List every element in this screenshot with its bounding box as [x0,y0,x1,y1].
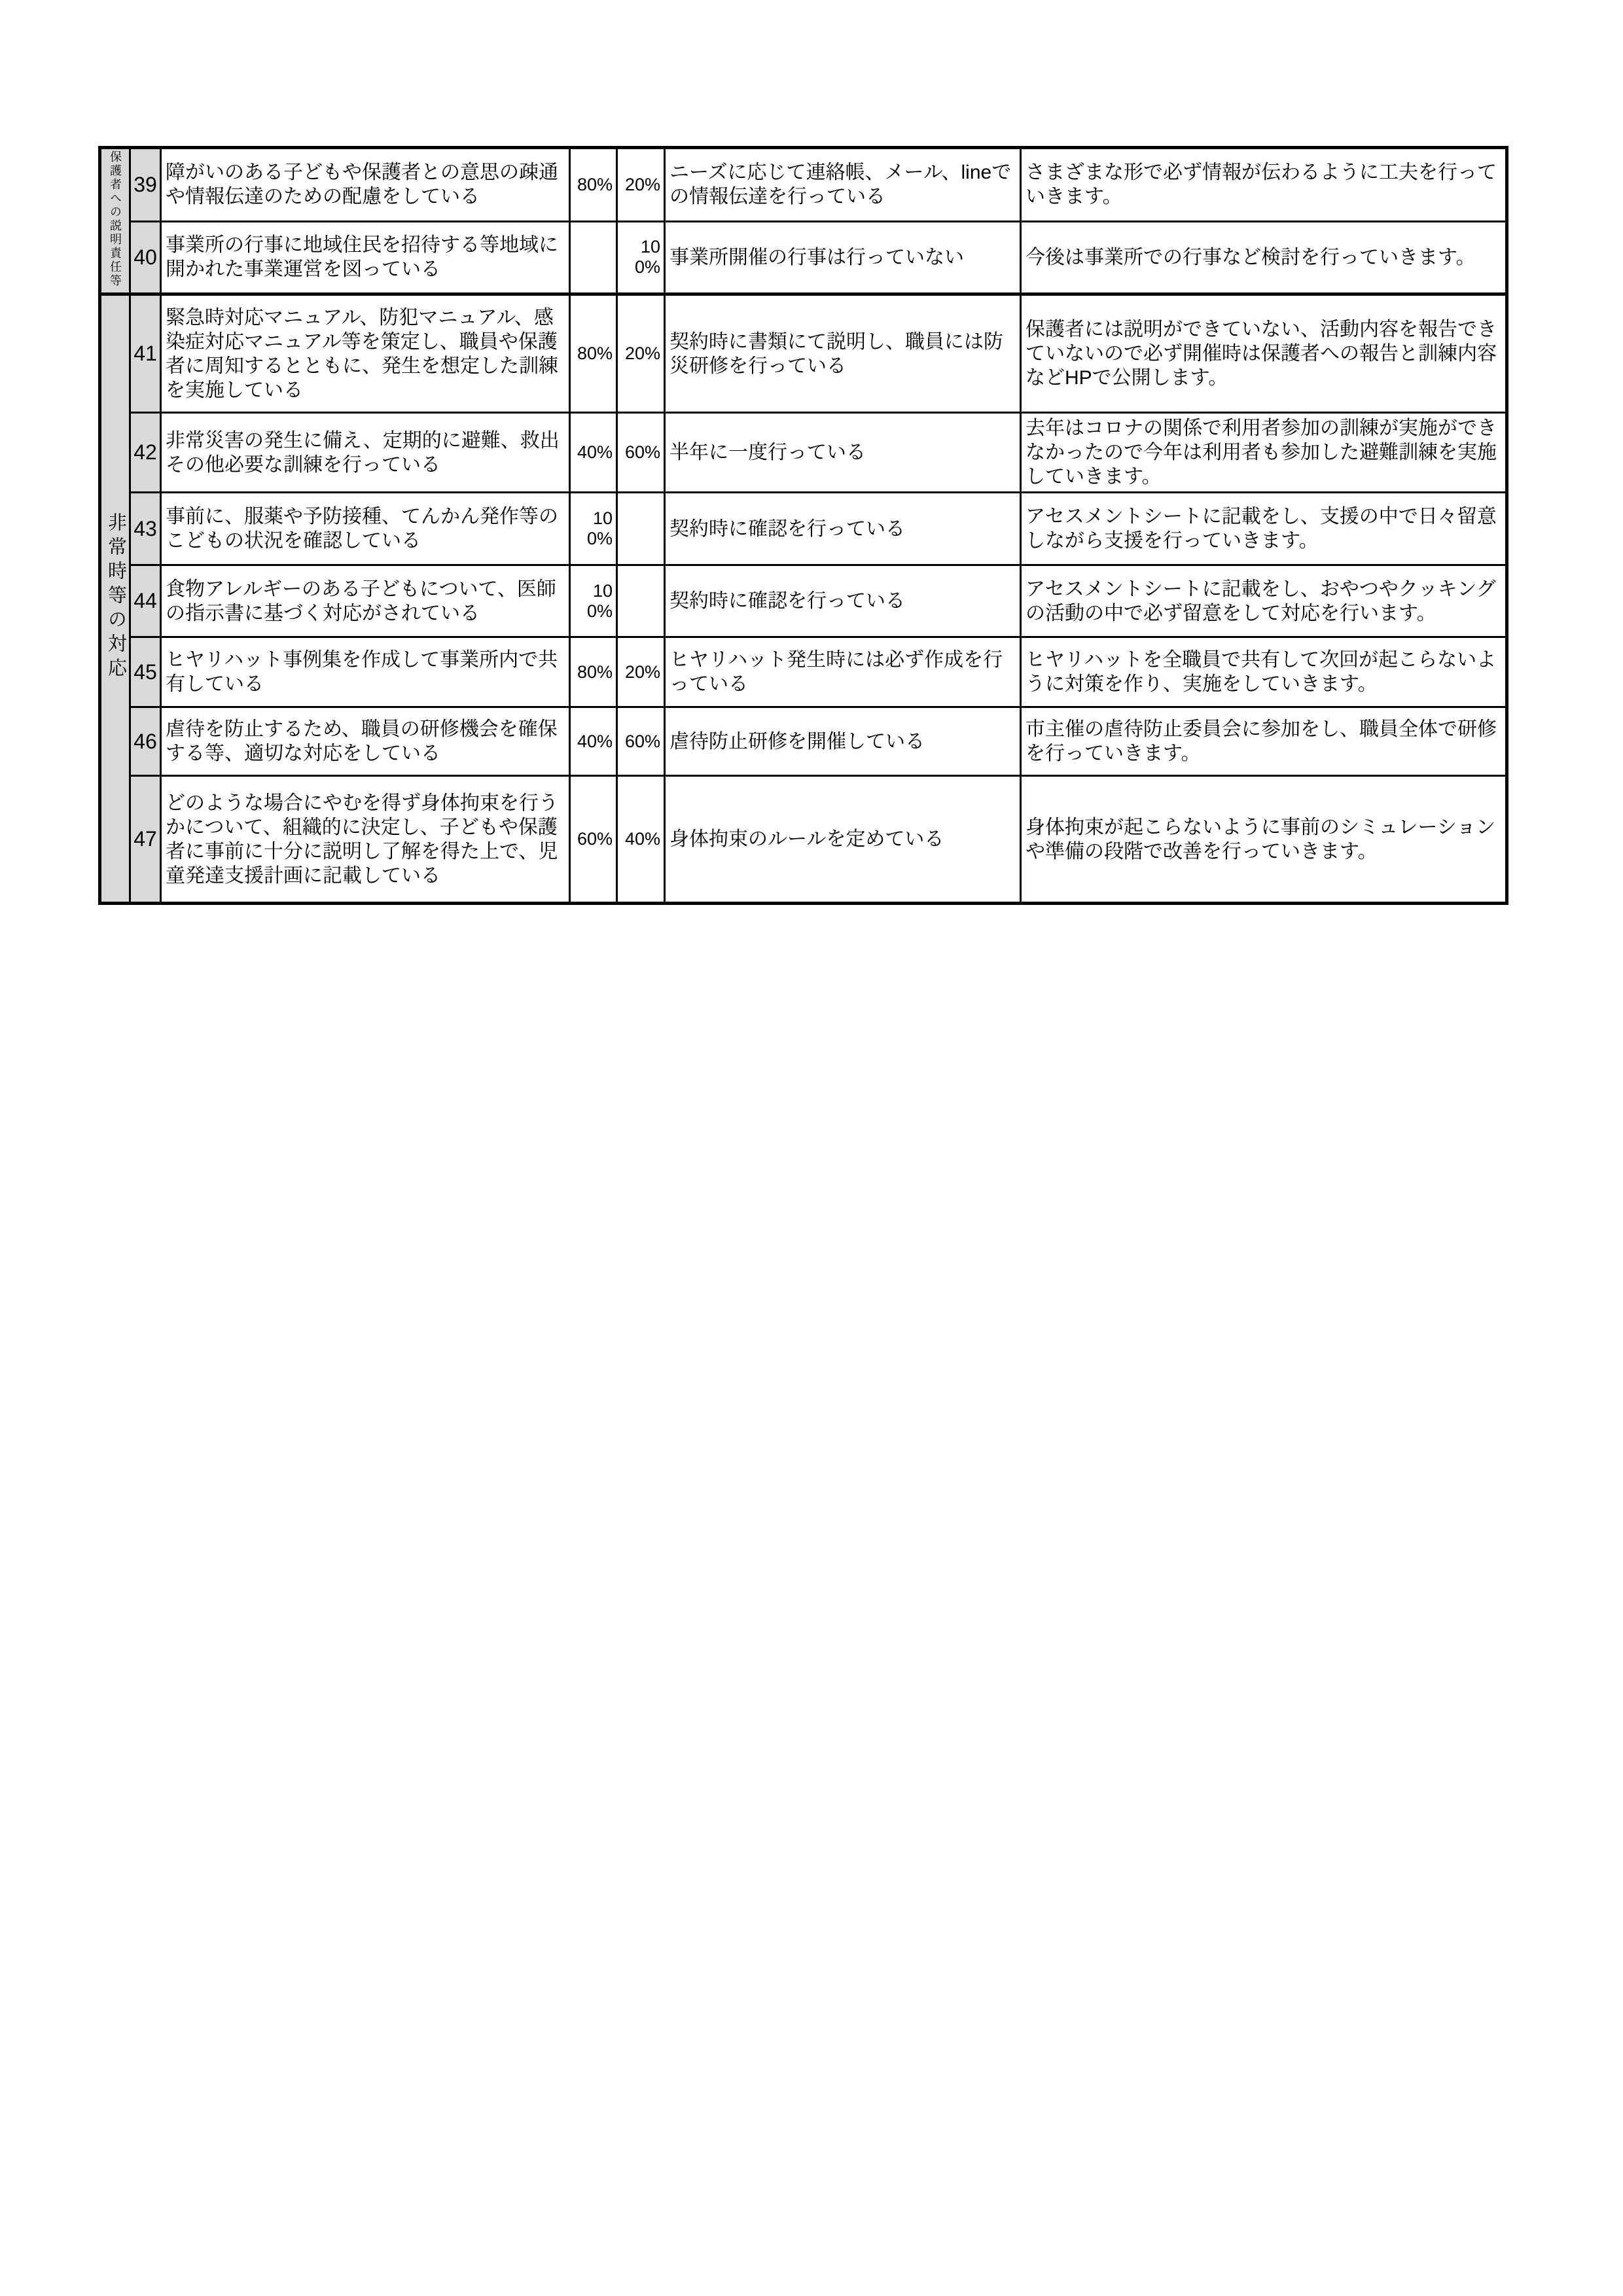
no-percent-cell: 20% [617,637,665,707]
no-percent-cell [617,565,665,637]
no-percent-cell [617,493,665,565]
category-label: 非常時等の対応 [105,512,126,682]
status-comment-cell: 身体拘束のルールを定めている [665,776,1021,904]
status-comment-cell: ニーズに応じて連絡帳、メール、lineでの情報伝達を行っている [665,148,1021,222]
item-text-cell: 非常災害の発生に備え、定期的に避難、救出その他必要な訓練を行っている [161,413,570,493]
status-comment-cell: 契約時に確認を行っている [665,565,1021,637]
self-evaluation-table [98,146,1508,905]
yes-percent-cell: 80% [570,294,617,413]
table-row [100,565,1507,637]
no-percent-cell: 60% [617,413,665,493]
item-text-cell: ヒヤリハット事例集を作成して事業所内で共有している [161,637,570,707]
row-number-cell: 47 [130,776,161,904]
row-number-cell: 44 [130,565,161,637]
item-text-cell: 食物アレルギーのある子どもについて、医師の指示書に基づく対応がされている [161,565,570,637]
improvement-plan-cell: 今後は事業所での行事など検討を行っていきます。 [1021,221,1507,294]
yes-percent-cell: 100% [570,493,617,565]
row-number-cell: 46 [130,707,161,776]
yes-percent-cell: 80% [570,637,617,707]
row-number-cell: 42 [130,413,161,493]
table-row [100,294,1507,413]
status-comment-cell: ヒヤリハット発生時には必ず作成を行っている [665,637,1021,707]
item-text-cell: どのような場合にやむを得ず身体拘束を行うかについて、組織的に決定し、子どもや保護者に事前に十分に説明し了解を得た上で、児童発達支援計画に記載している [161,776,570,904]
category-cell [100,148,130,294]
category-label: 保護者への説明責任等 [109,150,122,288]
status-comment-cell: 契約時に確認を行っている [665,493,1021,565]
yes-percent-cell: 80% [570,148,617,222]
yes-percent-cell: 60% [570,776,617,904]
category-cell [100,294,130,904]
table-row [100,776,1507,904]
yes-percent-cell [570,221,617,294]
table-row [100,221,1507,294]
yes-percent-cell: 40% [570,413,617,493]
row-number-cell: 41 [130,294,161,413]
item-text-cell: 障がいのある子どもや保護者との意思の疎通や情報伝達のための配慮をしている [161,148,570,222]
status-comment-cell: 契約時に書類にて説明し、職員には防災研修を行っている [665,294,1021,413]
row-number-cell: 39 [130,148,161,222]
table-row [100,493,1507,565]
improvement-plan-cell: 保護者には説明ができていない、活動内容を報告できていないので必ず開催時は保護者への報告と訓練内容などHPで公開します。 [1021,294,1507,413]
row-number-cell: 45 [130,637,161,707]
improvement-plan-cell: アセスメントシートに記載をし、おやつやクッキングの活動の中で必ず留意をして対応を行います。 [1021,565,1507,637]
yes-percent-cell: 40% [570,707,617,776]
no-percent-cell: 40% [617,776,665,904]
improvement-plan-cell: 去年はコロナの関係で利用者参加の訓練が実施ができなかったので今年は利用者も参加した避難訓練を実施していきます。 [1021,413,1507,493]
item-text-cell: 緊急時対応マニュアル、防犯マニュアル、感染症対応マニュアル等を策定し、職員や保護者に周知するとともに、発生を想定した訓練を実施している [161,294,570,413]
item-text-cell: 虐待を防止するため、職員の研修機会を確保する等、適切な対応をしている [161,707,570,776]
item-text-cell: 事前に、服薬や予防接種、てんかん発作等のこどもの状況を確認している [161,493,570,565]
row-number-cell: 43 [130,493,161,565]
improvement-plan-cell: ヒヤリハットを全職員で共有して次回が起こらないように対策を作り、実施をしていきます。 [1021,637,1507,707]
table-row [100,637,1507,707]
improvement-plan-cell: アセスメントシートに記載をし、支援の中で日々留意しながら支援を行っていきます。 [1021,493,1507,565]
item-text-cell: 事業所の行事に地域住民を招待する等地域に開かれた事業運営を図っている [161,221,570,294]
no-percent-cell: 60% [617,707,665,776]
row-number-cell: 40 [130,221,161,294]
table-row [100,413,1507,493]
no-percent-cell: 100% [617,221,665,294]
improvement-plan-cell: 身体拘束が起こらないように事前のシミュレーションや準備の段階で改善を行っていきます。 [1021,776,1507,904]
no-percent-cell: 20% [617,148,665,222]
table-row [100,148,1507,222]
status-comment-cell: 事業所開催の行事は行っていない [665,221,1021,294]
status-comment-cell: 半年に一度行っている [665,413,1021,493]
improvement-plan-cell: さまざまな形で必ず情報が伝わるように工夫を行っていきます。 [1021,148,1507,222]
improvement-plan-cell: 市主催の虐待防止委員会に参加をし、職員全体で研修を行っていきます。 [1021,707,1507,776]
status-comment-cell: 虐待防止研修を開催している [665,707,1021,776]
table-row [100,707,1507,776]
no-percent-cell: 20% [617,294,665,413]
yes-percent-cell: 100% [570,565,617,637]
